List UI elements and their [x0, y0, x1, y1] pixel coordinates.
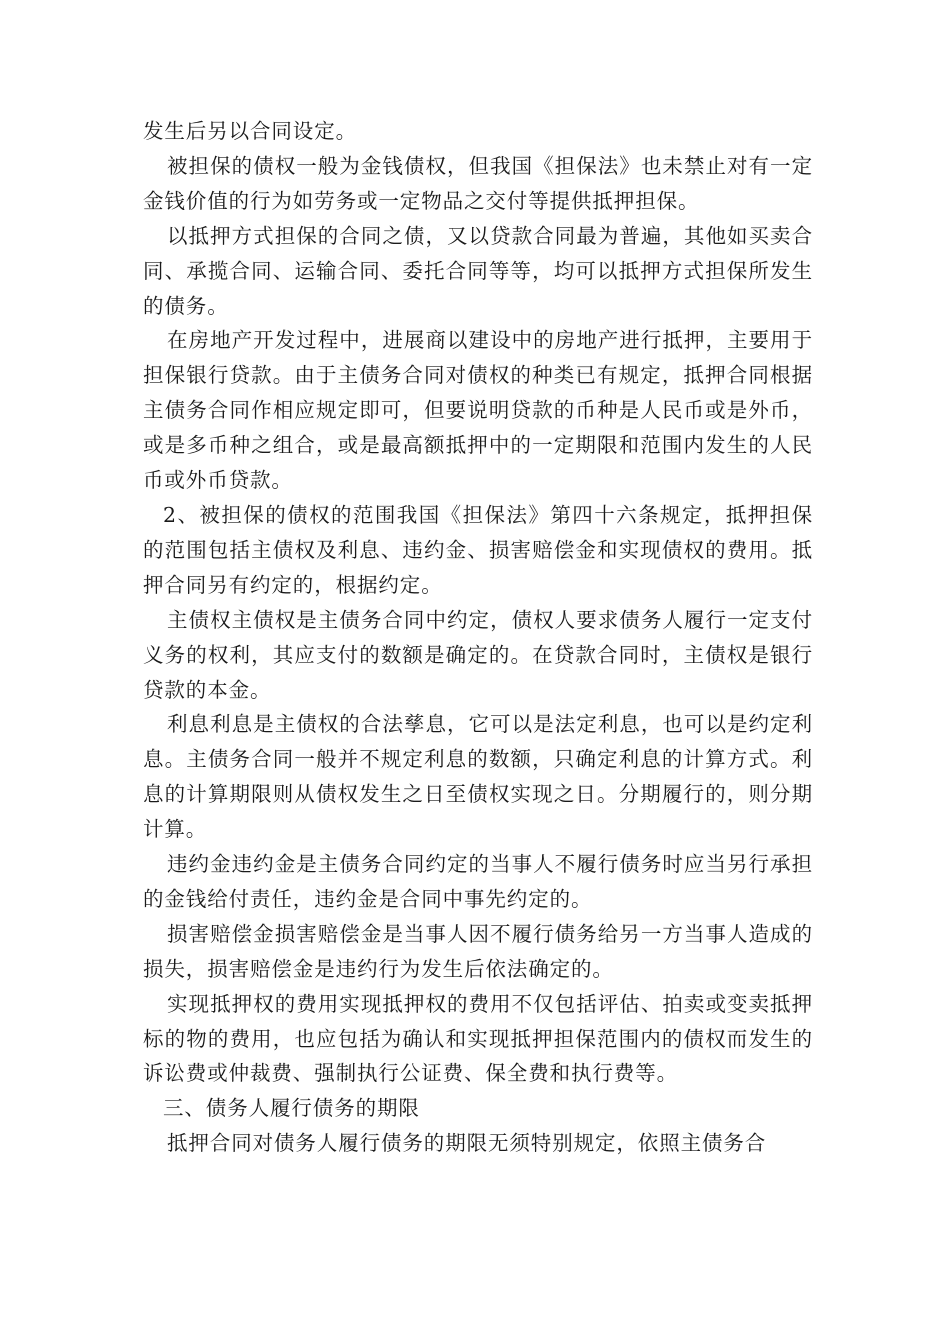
- section-heading-repayment-term: 三、债务人履行债务的期限: [163, 1096, 420, 1121]
- paragraph-compensation: 损害赔偿金损害赔偿金是当事人因不履行债务给另一方当事人造成的损失，损害赔偿金是违约行为发生后依法确定的。: [143, 921, 813, 981]
- paragraph-interest: 利息利息是主债权的合法孳息，它可以是法定利息，也可以是约定利息。主债务合同一般并不规定利息的数额，只确定利息的计算方式。利息的计算期限则从债权发生之日至债权实现之日。分期履行的，则分期计算。: [143, 712, 813, 842]
- paragraph-guarantee-scope: 2、被担保的债权的范围我国《担保法》第四十六条规定，抵押担保的范围包括主债权及利息、违约金、损害赔偿金和实现债权的费用。抵押合同另有约定的，根据约定。: [143, 502, 813, 597]
- paragraph-enforcement-costs: 实现抵押权的费用实现抵押权的费用不仅包括评估、拍卖或变卖抵押标的物的费用，也应包括为确认和实现抵押担保范围内的债权而发生的诉讼费或仲裁费、强制执行公证费、保全费和执行费等。: [143, 991, 813, 1086]
- paragraph-real-estate-development: 在房地产开发过程中，进展商以建设中的房地产进行抵押，主要用于担保银行贷款。由于主债务合同对债权的种类已有规定，抵押合同根据主债务合同作相应规定即可，但要说明贷款的币种是人民币或是外币，或是多币种之组合，或是最高额抵押中的一定期限和范围内发生的人民币或外币贷款。: [143, 328, 813, 493]
- paragraph-guaranteed-claim-type: 被担保的债权一般为金钱债权，但我国《担保法》也未禁止对有一定金钱价值的行为如劳务或一定物品之交付等提供抵押担保。: [143, 153, 813, 213]
- paragraph-repayment-term: 抵押合同对债务人履行债务的期限无须特别规定，依照主债务合: [167, 1131, 767, 1156]
- paragraph-continuation: 发生后另以合同设定。: [143, 119, 357, 143]
- paragraph-principal-claim: 主债权主债权是主债务合同中约定，债权人要求债务人履行一定支付义务的权利，其应支付的数额是确定的。在贷款合同时，主债权是银行贷款的本金。: [143, 607, 813, 702]
- paragraph-liquidated-damages: 违约金违约金是主债务合同约定的当事人不履行债务时应当另行承担的金钱给付责任，违约金是合同中事先约定的。: [143, 852, 813, 911]
- document-body: [143, 114, 813, 1161]
- paragraph-loan-contract: 以抵押方式担保的合同之债，又以贷款合同最为普遍，其他如买卖合同、承揽合同、运输合同、委托合同等等，均可以抵押方式担保所发生的债务。: [143, 223, 813, 318]
